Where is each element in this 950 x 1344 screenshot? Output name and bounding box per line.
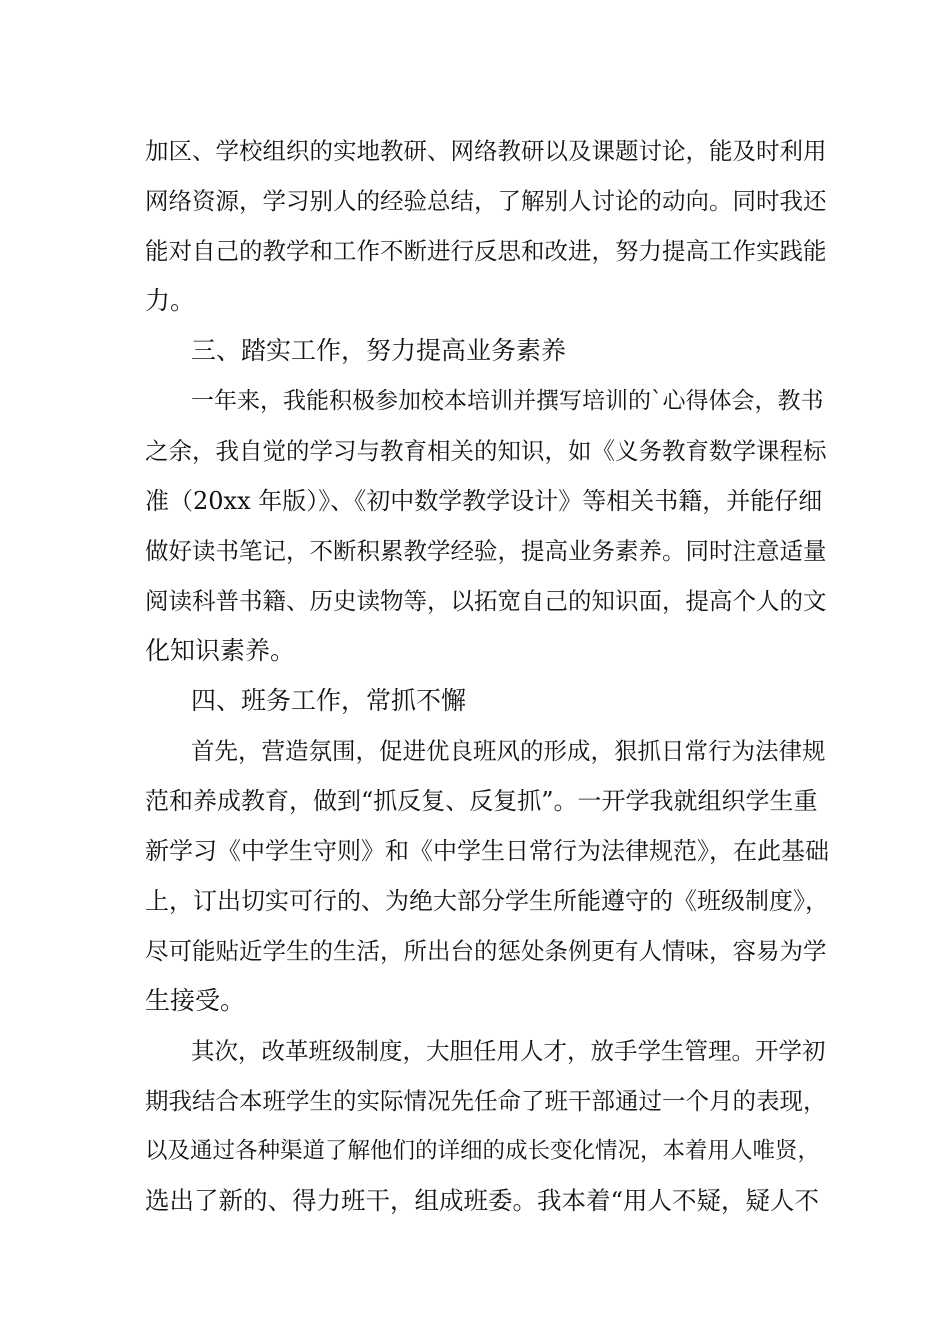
text-line: 加区、学校组织的实地教研、网络教研以及课题讨论，能及时利用 xyxy=(145,137,827,165)
text-line: 阅读科普书籍、历史读物等，以拓宽自己的知识面，提高个人的文 xyxy=(145,587,827,615)
text-line: 生接受。 xyxy=(145,986,246,1015)
text-line: 网络资源，学习别人的经验总结，了解别人讨论的动向。同时我还 xyxy=(145,187,827,215)
text-line: 做好读书笔记，不断积累教学经验，提高业务素养。同时注意适量 xyxy=(145,537,827,565)
text-line: 选出了新的、得力班干，组成班委。我本着“用人不疑，疑人不 xyxy=(145,1186,820,1215)
text-line: 准（20xx 年版）》、《初中数学教学设计》等相关书籍，并能仔细 xyxy=(145,487,823,515)
text-line: 以及通过各种渠道了解他们的详细的成长变化情况，本着用人唯贤， xyxy=(145,1138,821,1164)
text-line: 之余，我自觉的学习与教育相关的知识，如《义务教育数学课程标 xyxy=(145,437,827,465)
text-line: 范和养成教育，做到“抓反复、反复抓”。一开学我就组织学生重 xyxy=(145,787,818,815)
text-line: 期我结合本班学生的实际情况先任命了班干部通过一个月的表现， xyxy=(145,1087,827,1115)
text-line: 尽可能贴近学生的生活，所出台的惩处条例更有人情味，容易为学 xyxy=(145,937,827,965)
text-line: 新学习《中学生守则》和《中学生日常行为法律规范》，在此基础 xyxy=(145,837,829,865)
text-line: 首先，营造氛围，促进优良班风的形成，狠抓日常行为法律规 xyxy=(191,737,826,765)
text-line: 能对自己的教学和工作不断进行反思和改进，努力提高工作实践能 xyxy=(145,237,827,265)
text-line: 力。 xyxy=(145,286,196,315)
text-line: 一年来，我能积极参加校本培训并撰写培训的`心得体会，教书 xyxy=(191,388,824,414)
section-heading: 三、踏实工作，努力提高业务素养 xyxy=(191,336,567,365)
text-line: 化知识素养。 xyxy=(145,636,296,665)
section-heading: 四、班务工作，常抓不懈 xyxy=(191,686,467,715)
text-line: 其次，改革班级制度，大胆任用人才，放手学生管理。开学初 xyxy=(191,1037,826,1065)
text-line: 上，订出切实可行的、为绝大部分学生所能遵守的《班级制度》， xyxy=(145,887,829,915)
